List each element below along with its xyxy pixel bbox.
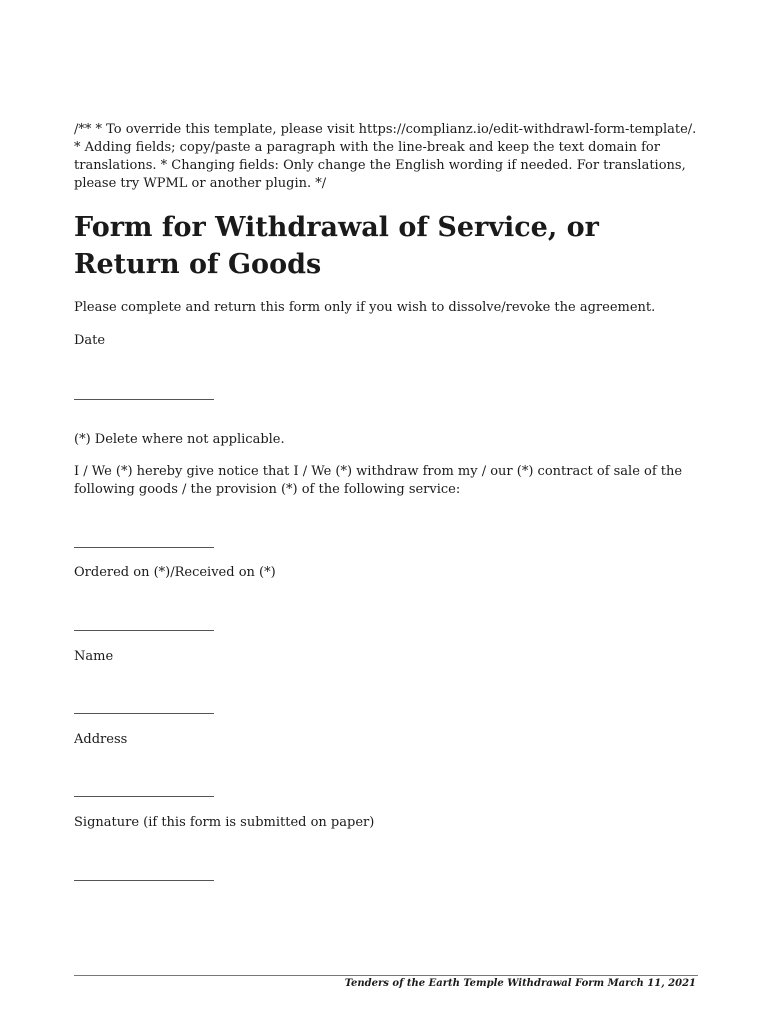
- form-title: Form for Withdrawal of Service, or Return of Goods: [74, 212, 599, 280]
- goods-blank-line: [74, 547, 214, 548]
- intro-text: Please complete and return this form only if you wish to dissolve/revoke the agreement.: [74, 300, 656, 315]
- template-comment: /** * To override this template, please visit https://complianz.io/edit-withdrawl-form-template/. * Adding fields; copy/paste a paragraph with the line-break and keep the text domain for translations. * Changing fields: Only change the English wording if needed. For translations, please try WPML or another plugin. */: [74, 122, 697, 191]
- date-blank-line: [74, 399, 214, 400]
- address-blank-line: [74, 796, 214, 797]
- document-page: [74, 0, 698, 1024]
- date-label: Date: [74, 333, 106, 348]
- footer-rule: [74, 975, 698, 976]
- footer-text: Tenders of the Earth Temple Withdrawal Form March 11, 2021: [344, 978, 696, 989]
- withdrawal-notice: I / We (*) hereby give notice that I / We (*) withdraw from my / our (*) contract of sale of the following goods / the provision (*) of the following service:: [74, 464, 683, 497]
- signature-blank-line: [74, 880, 214, 881]
- ordered-received-label: Ordered on (*)/Received on (*): [74, 565, 276, 580]
- address-label: Address: [74, 732, 128, 747]
- ordered-blank-line: [74, 630, 214, 631]
- name-blank-line: [74, 713, 214, 714]
- signature-label: Signature (if this form is submitted on paper): [74, 815, 375, 830]
- delete-note: (*) Delete where not applicable.: [74, 432, 285, 447]
- name-label: Name: [74, 649, 114, 664]
